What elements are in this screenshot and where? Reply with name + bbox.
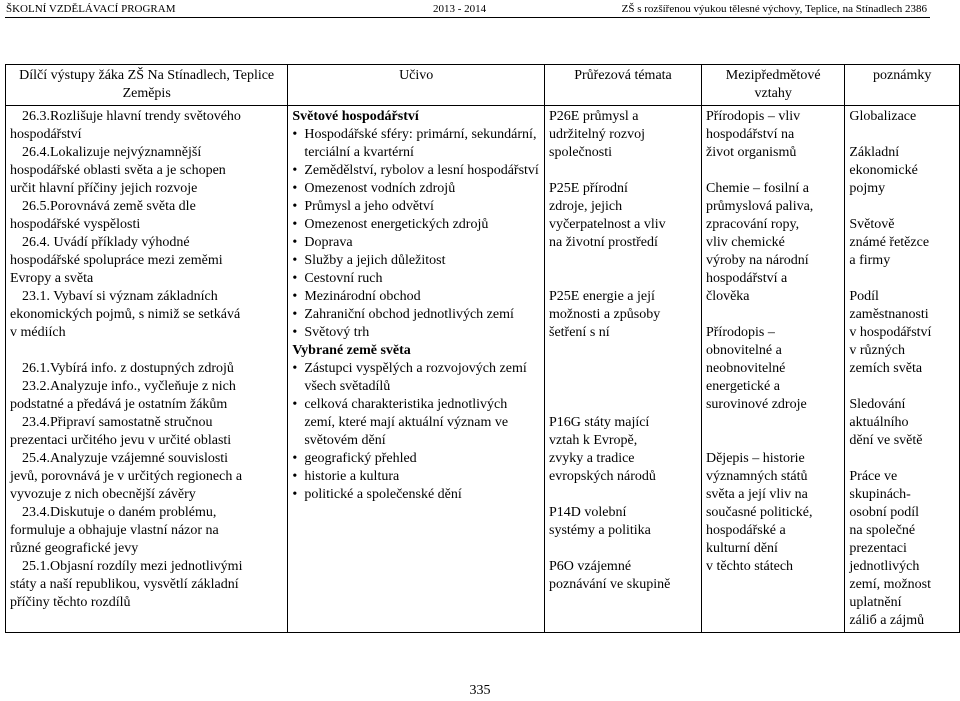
interdisciplinary-line: Chemie – fosilní a xyxy=(705,181,810,196)
interdisciplinary-line xyxy=(706,162,840,180)
output-line: v médiích xyxy=(10,325,66,340)
note-line xyxy=(849,378,955,396)
interdisciplinary-line: významných států xyxy=(705,469,808,484)
header-school-name: ZŠ s rozšířenou výukou tělesné výchovy, Teplice, na Stínadlech 2386 xyxy=(621,3,927,15)
subject-list-item: • Omezenost energetických zdrojů xyxy=(292,216,540,234)
crosscutting-line: evropských národů xyxy=(549,469,656,484)
note-line xyxy=(849,450,955,468)
output-line: hospodářské spolupráce mezi zeměmi xyxy=(10,253,223,268)
interdisciplinary-line: surovinové zdroje xyxy=(705,397,807,412)
crosscutting-line: možnosti a způsoby xyxy=(549,307,661,322)
output-line: ekonomických pojmů, s nimiž se setkává xyxy=(10,307,241,322)
crosscutting-line: na životní prostředí xyxy=(549,235,658,250)
interdisciplinary-line: vliv chemické xyxy=(705,235,785,250)
interdisciplinary-line: člověka xyxy=(705,289,750,304)
col-interdisciplinary-header-line1: Mezipředmětové xyxy=(725,68,821,83)
note-line: Práce ve xyxy=(849,469,898,484)
output-line: hospodářské vyspělosti xyxy=(10,217,141,232)
note-line: ekonomické xyxy=(849,163,918,178)
interdisciplinary-line xyxy=(706,414,840,432)
interdisciplinary-line: obnovitelné a xyxy=(705,343,782,358)
crosscutting-line xyxy=(549,540,697,558)
interdisciplinary-line: světa a její vliv na xyxy=(705,487,808,502)
output-line: určit hlavní příčiny jejich rozvoje xyxy=(10,181,198,196)
crosscutting-line xyxy=(549,360,697,378)
crosscutting-line: zvyky a tradice xyxy=(549,451,635,466)
output-line: 23.1. Vybaví si význam základních xyxy=(22,289,218,304)
note-line: Světově xyxy=(849,217,895,232)
interdisciplinary-line: energetické a xyxy=(705,379,780,394)
crosscutting-line: společnosti xyxy=(549,145,612,160)
crosscutting-line: šetření s ní xyxy=(549,325,610,340)
table-header-row xyxy=(6,65,960,106)
note-line: dění ve světě xyxy=(849,433,923,448)
crosscutting-line xyxy=(549,342,697,360)
note-line: Globalizace xyxy=(849,109,917,124)
note-line: uplatnění xyxy=(849,595,902,610)
crosscutting-line: systémy a politika xyxy=(549,523,651,538)
col-outputs-header-line1: Dílčí výstupy žáka ZŠ Na Stínadlech, Teplice xyxy=(19,68,275,83)
crosscutting-line: poznávání ve skupině xyxy=(549,577,671,592)
crosscutting-line xyxy=(549,162,697,180)
output-line: 26.4.Lokalizuje nejvýznamnější xyxy=(22,145,202,160)
note-line: Podíl xyxy=(849,289,879,304)
crosscutting-line xyxy=(549,486,697,504)
output-line: 26.4. Uvádí příklady výhodné xyxy=(22,235,190,250)
page-header xyxy=(0,0,960,22)
interdisciplinary-line: současné politické, xyxy=(705,505,813,520)
note-line xyxy=(849,198,955,216)
col-crosscutting-cell xyxy=(545,106,702,633)
subject-title-selected-countries: Vybrané země světa xyxy=(292,343,411,358)
crosscutting-line: P16G státy mající xyxy=(549,415,650,430)
interdisciplinary-line: výroby na národní xyxy=(705,253,809,268)
note-line: na společné xyxy=(849,523,916,538)
subject-list-item: • Služby a jejich důležitost xyxy=(292,252,540,270)
interdisciplinary-line: život organismů xyxy=(705,145,797,160)
note-line: skupinách- xyxy=(849,487,911,502)
subject-list-item: • celková charakteristika jednotlivých zemí, které mají aktuální význam ve světovém dění xyxy=(292,396,540,450)
interdisciplinary-line: Přírodopis – vliv xyxy=(705,109,801,124)
output-line: 23.2.Analyzuje info., vyčleňuje z nich xyxy=(22,379,236,394)
col-interdisciplinary-cell xyxy=(701,106,844,633)
subject-list-item: • Zemědělství, rybolov a lesní hospodářství xyxy=(292,162,540,180)
crosscutting-line: P14D volební xyxy=(549,505,627,520)
col-subject-header: Učivo xyxy=(288,65,545,106)
crosscutting-line: P25E energie a její xyxy=(549,289,655,304)
note-line: zemí, možnost xyxy=(849,577,932,592)
col-outputs-header-line2: Zeměpis xyxy=(122,86,171,101)
crosscutting-line: udržitelný rozvoj xyxy=(549,127,646,142)
output-line: různé geografické jevy xyxy=(10,541,139,556)
output-line: 25.1.Objasní rozdíly mezi jednotlivými xyxy=(22,559,243,574)
subject-list-item: • Světový trh xyxy=(292,324,540,342)
subject-list-selected-countries xyxy=(292,360,540,504)
note-line: zemích světa xyxy=(849,361,923,376)
interdisciplinary-line: průmyslová paliva, xyxy=(705,199,814,214)
note-line: Sledování xyxy=(849,397,906,412)
note-line xyxy=(849,270,955,288)
interdisciplinary-line xyxy=(706,432,840,450)
subject-list-item: • historie a kultura xyxy=(292,468,540,486)
subject-list-item: • Zástupci vyspělých a rozvojových zemí všech světadílů xyxy=(292,360,540,396)
crosscutting-line: vztah k Evropě, xyxy=(549,433,638,448)
note-line: aktuálního xyxy=(849,415,909,430)
col-crosscutting-header: Průřezová témata xyxy=(545,65,702,106)
output-line: 23.4.Diskutuje o daném problému, xyxy=(22,505,217,520)
col-outputs-cell xyxy=(6,106,288,633)
output-line: Evropy a světa xyxy=(10,271,94,286)
crosscutting-line: P26E průmysl a xyxy=(549,109,639,124)
col-outputs-header xyxy=(6,65,288,106)
output-line: 26.5.Porovnává země světa dle xyxy=(22,199,196,214)
crosscutting-line: P25E přírodní xyxy=(549,181,628,196)
subject-list-item: • Hospodářské sféry: primární, sekundární, terciální a kvartérní xyxy=(292,126,540,162)
subject-title-world-economy: Světové hospodářství xyxy=(292,109,419,124)
output-line: 26.1.Vybírá info. z dostupných zdrojů xyxy=(22,361,234,376)
output-line: hospodářství xyxy=(10,127,82,142)
header-school-year: 2013 - 2014 xyxy=(433,3,487,15)
interdisciplinary-line xyxy=(706,306,840,324)
interdisciplinary-line: hospodářství na xyxy=(705,127,795,142)
subject-list-item: • Mezinárodní obchod xyxy=(292,288,540,306)
note-line: zaměstnanosti xyxy=(849,307,929,322)
note-line: pojmy xyxy=(849,181,886,196)
note-line: záliб a zájmů xyxy=(849,613,925,628)
interdisciplinary-line: neobnovitelné xyxy=(705,361,786,376)
subject-list-item: • Omezenost vodních zdrojů xyxy=(292,180,540,198)
output-line xyxy=(10,342,283,360)
output-line: prezentaci určitého jevu v určité oblasti xyxy=(10,433,232,448)
subject-list-item: • Cestovní ruch xyxy=(292,270,540,288)
interdisciplinary-line: zpracování ropy, xyxy=(705,217,800,232)
interdisciplinary-line: Dějepis – historie xyxy=(705,451,805,466)
crosscutting-line: P6O vzájemné xyxy=(549,559,632,574)
col-interdisciplinary-header-line2: vztahy xyxy=(754,86,792,101)
note-line: v různých xyxy=(849,343,905,358)
col-interdisciplinary-header xyxy=(701,65,844,106)
note-line: osobní podíl xyxy=(849,505,919,520)
interdisciplinary-line: hospodářské a xyxy=(705,523,786,538)
interdisciplinary-line: kulturní dění xyxy=(705,541,778,556)
output-line: podstatné a předává je ostatním žákům xyxy=(10,397,228,412)
subject-list-world-economy xyxy=(292,126,540,342)
crosscutting-line xyxy=(549,378,697,396)
crosscutting-line: vyčerpatelnost a vliv xyxy=(549,217,666,232)
header-rule xyxy=(5,17,930,18)
subject-list-item: • politické a společenské dění xyxy=(292,486,540,504)
output-line: 26.3.Rozlišuje hlavní trendy světového xyxy=(22,109,241,124)
interdisciplinary-line: Přírodopis – xyxy=(705,325,775,340)
crosscutting-line xyxy=(549,252,697,270)
page-number: 335 xyxy=(469,683,491,698)
curriculum-table xyxy=(5,64,960,633)
interdisciplinary-line: v těchto státech xyxy=(705,559,794,574)
output-line: 23.4.Připraví samostatně stručnou xyxy=(22,415,213,430)
output-line: vyvozuje z nich obecnější závěry xyxy=(10,487,196,502)
col-notes-header: poznámky xyxy=(845,65,960,106)
col-subject-cell xyxy=(288,106,545,633)
col-notes-cell xyxy=(845,106,960,633)
subject-list-item: • Doprava xyxy=(292,234,540,252)
subject-list-item: • geografický přehled xyxy=(292,450,540,468)
note-line: prezentaci xyxy=(849,541,907,556)
table-body-row xyxy=(6,106,960,633)
output-line: hospodářské oblasti světa a je schopen xyxy=(10,163,226,178)
output-line: formuluje a obhajuje vlastní názor na xyxy=(10,523,219,538)
note-line: a firmy xyxy=(849,253,891,268)
note-line xyxy=(849,126,955,144)
crosscutting-line xyxy=(549,396,697,414)
crosscutting-line xyxy=(549,270,697,288)
output-line: státy a naší republikou, vysvětlí základní xyxy=(10,577,239,592)
output-line: příčiny těchto rozdílů xyxy=(10,595,131,610)
output-line: jevů, porovnává je v určitých regionech a xyxy=(10,469,243,484)
note-line: známé řetězce xyxy=(849,235,930,250)
crosscutting-line: zdroje, jejich xyxy=(549,199,623,214)
note-line: v hospodářství xyxy=(849,325,932,340)
header-school-program: ŠKOLNÍ VZDĚLÁVACÍ PROGRAM xyxy=(6,3,176,15)
note-line: Základní xyxy=(849,145,900,160)
output-line: 25.4.Analyzuje vzájemné souvislosti xyxy=(22,451,229,466)
subject-list-item: • Průmysl a jeho odvětví xyxy=(292,198,540,216)
subject-list-item: • Zahraniční obchod jednotlivých zemí xyxy=(292,306,540,324)
interdisciplinary-line: hospodářství a xyxy=(705,271,788,286)
note-line: jednotlivých xyxy=(849,559,920,574)
